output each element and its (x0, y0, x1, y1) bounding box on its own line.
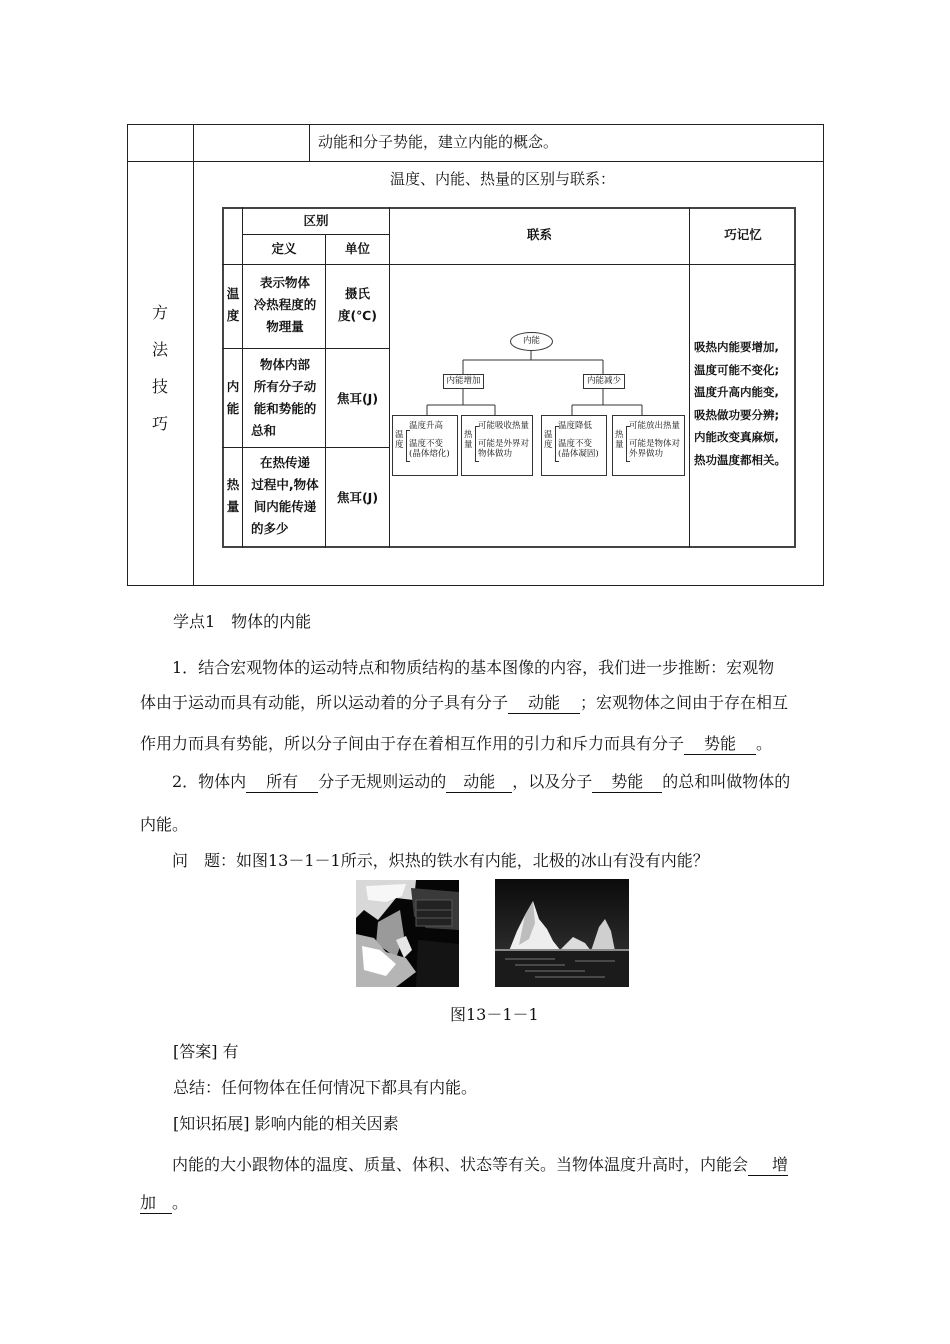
extension-line-2: 加 。 (140, 1193, 189, 1212)
leaf-side-label: 热量 (464, 430, 473, 450)
paragraph-2-line-2: 内能。 (140, 815, 189, 834)
node-temperature-rise: 温度 温度升高 温度不变 (晶体熔化) (392, 415, 458, 476)
summary: 总结：任何物体在任何情况下都具有内能。 (173, 1078, 478, 1097)
leaf-side-label: 温度 (395, 430, 404, 450)
row-energy-name: 内 能 (226, 379, 240, 416)
node-heat-release: 热量 可能放出热量 可能是物体对 外界做功 (612, 415, 685, 476)
section-title: 温度、内能、热量的区别与联系： (390, 170, 616, 188)
extension-line-1: 内能的大小跟物体的温度、质量、体积、状态等有关。当物体温度升高时，内能会 增 (172, 1155, 789, 1174)
row-energy-unit: 焦耳(J) (336, 391, 379, 406)
row-temperature-definition: 表示物体 冷热程度的 物理量 (253, 275, 317, 334)
node-energy-decrease: 内能减少 (583, 374, 625, 389)
point-title: 学点1 物体的内能 (173, 612, 312, 631)
row-temperature-name: 温 度 (226, 286, 240, 323)
figure-caption: 图13－1－1 (450, 1005, 539, 1024)
header-distinction: 区别 (303, 213, 329, 228)
blank-increase-part-2: 加 (140, 1193, 172, 1214)
iceberg-image (495, 879, 629, 987)
node-energy-increase: 内能增加 (443, 374, 484, 389)
iceberg-photo (495, 879, 629, 987)
row-heat-unit: 焦耳(J) (336, 490, 379, 505)
blank-all: 所有 (246, 772, 318, 793)
paragraph-1-line-1: 1．结合宏观物体的运动特点和物质结构的基本图像的内容，我们进一步推断：宏观物 (172, 658, 775, 677)
row-temperature-unit: 摄氏 度(℃) (337, 286, 378, 323)
diagram-connectors (390, 265, 689, 547)
row-heat-name: 热 量 (226, 477, 240, 514)
blank-potential-2: 势能 (592, 772, 662, 793)
paragraph-2-line-1: 2．物体内 所有 分子无规则运动的 动能 ，以及分子 势能 的总和叫做物体的 (172, 772, 791, 791)
row-energy-definition: 物体内部 所有分子动 能和势能的 总和 (251, 357, 317, 438)
blank-kinetic-2: 动能 (446, 772, 512, 793)
mnemonic-verse: 吸热内能要增加, 温度可能不变化; 温度升高内能变, 吸热做功要分辨; 内能改变真麻烦, 热功温度都相关。 (694, 340, 786, 467)
molten-iron-image (356, 880, 459, 987)
header-mnemonic: 巧记忆 (724, 227, 762, 242)
leaf-side-label: 热量 (615, 430, 624, 450)
paragraph-1-line-2: 体由于运动而具有动能，所以运动着的分子具有分子 动能 ；宏观物体之间由于存在相互 (140, 693, 789, 712)
blank-kinetic: 动能 (508, 693, 580, 714)
blank-increase-part-1: 增 (748, 1155, 788, 1176)
question: 问 题：如图13－1－1所示，炽热的铁水有内能，北极的冰山有没有内能？ (172, 851, 709, 870)
paragraph-1-line-3: 作用力而具有势能，所以分子间由于存在着相互作用的引力和斥力而具有分子 势能 。 (140, 734, 773, 753)
extension-title: [知识拓展] 影响内能的相关因素 (173, 1114, 399, 1133)
node-internal-energy: 内能 (510, 332, 553, 351)
molten-iron-photo (356, 880, 459, 987)
header-relation: 联系 (526, 227, 552, 242)
top-row-text: 动能和分子势能，建立内能的概念。 (318, 133, 559, 151)
blank-potential: 势能 (684, 734, 756, 755)
header-unit: 单位 (344, 241, 370, 256)
header-definition: 定义 (271, 241, 297, 256)
answer: [答案] 有 (173, 1042, 239, 1061)
leaf-side-label: 温度 (544, 430, 553, 450)
node-temperature-fall: 温度 温度降低 温度不变 (晶体凝固) (541, 415, 607, 476)
row-heat-definition: 在热传递 过程中,物体 间内能传递 的多少 (251, 455, 319, 536)
node-heat-absorb: 热量 可能吸收热量 可能是外界对 物体做功 (461, 415, 533, 476)
